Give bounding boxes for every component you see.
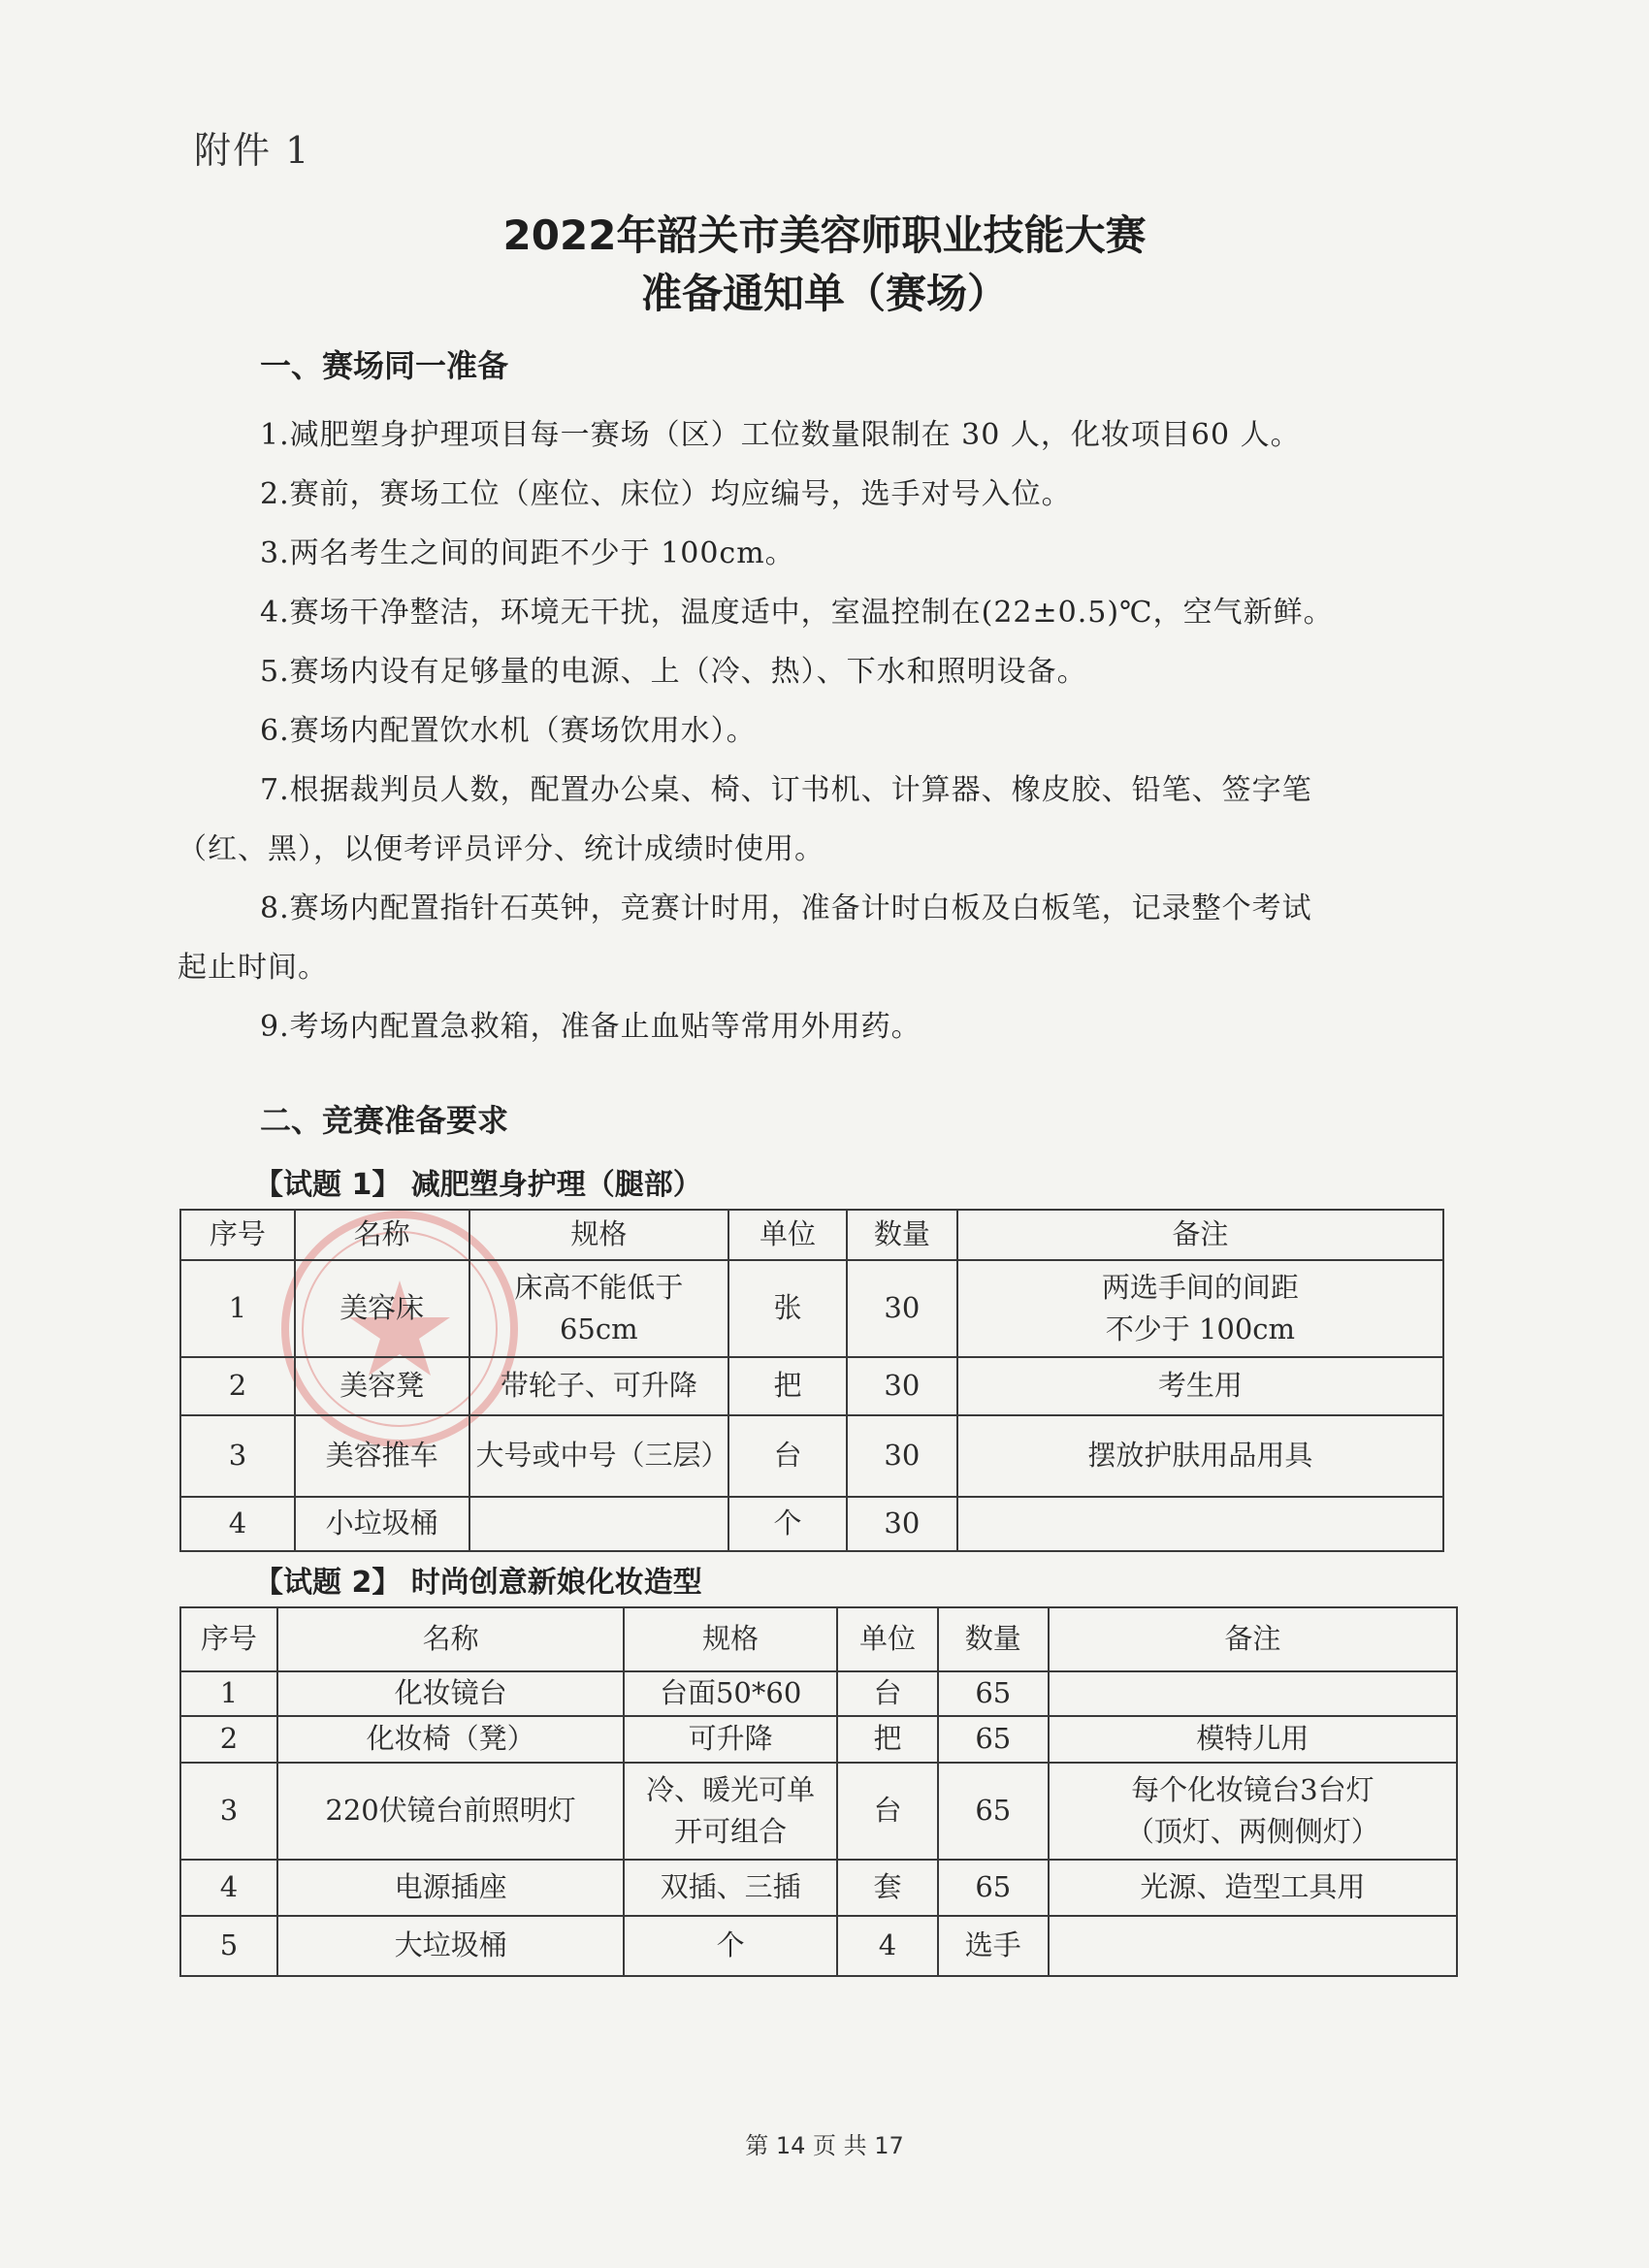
question1-title: 【试题 1】 减肥塑身护理（腿部） xyxy=(254,1168,702,1202)
column-header: 序号 xyxy=(180,1607,277,1671)
table-cell: 带轮子、可升降 xyxy=(469,1357,729,1415)
table-cell: 化妆椅（凳） xyxy=(277,1716,624,1763)
list-item: 7.根据裁判员人数，配置办公桌、椅、订书机、计算器、橡皮胶、铅笔、签字笔 xyxy=(260,773,1312,807)
table-cell: 光源、造型工具用 xyxy=(1049,1860,1457,1916)
table-cell: 台 xyxy=(728,1415,847,1497)
list-item: 2.赛前，赛场工位（座位、床位）均应编号，选手对号入位。 xyxy=(260,477,1072,511)
table-cell: 台面50*60 xyxy=(624,1671,837,1716)
list-item-continuation: （红、黑），以便考评员评分、统计成绩时使用。 xyxy=(178,832,824,866)
list-item-continuation: 起止时间。 xyxy=(178,951,328,985)
table-cell: 把 xyxy=(837,1716,938,1763)
column-header: 数量 xyxy=(938,1607,1049,1671)
table-cell xyxy=(1049,1671,1457,1716)
column-header: 单位 xyxy=(728,1210,847,1260)
table-cell: 2 xyxy=(180,1716,277,1763)
column-header: 备注 xyxy=(957,1210,1443,1260)
table-cell: 选手 xyxy=(938,1916,1049,1976)
table-cell: 美容床 xyxy=(295,1260,469,1357)
table-cell: 台 xyxy=(837,1671,938,1716)
column-header: 数量 xyxy=(847,1210,957,1260)
question2-title: 【试题 2】 时尚创意新娘化妆造型 xyxy=(254,1566,702,1600)
column-header: 备注 xyxy=(1049,1607,1457,1671)
column-header: 规格 xyxy=(624,1607,837,1671)
table-cell: 4 xyxy=(180,1497,295,1551)
table-cell: 1 xyxy=(180,1671,277,1716)
list-item: 1.减肥塑身护理项目每一赛场（区）工位数量限制在 30 人，化妆项目60 人。 xyxy=(260,418,1301,452)
table-cell: 个 xyxy=(728,1497,847,1551)
table-cell: 套 xyxy=(837,1860,938,1916)
table-cell: 1 xyxy=(180,1260,295,1357)
table-cell: 可升降 xyxy=(624,1716,837,1763)
table-cell: 30 xyxy=(847,1497,957,1551)
table-cell: 220伏镜台前照明灯 xyxy=(277,1763,624,1860)
table-cell: 考生用 xyxy=(957,1357,1443,1415)
table-cell: 小垃圾桶 xyxy=(295,1497,469,1551)
question1-table xyxy=(179,1209,1444,1552)
table-row xyxy=(180,1357,1443,1415)
table-cell: 每个化妆镜台3台灯 （顶灯、两侧侧灯） xyxy=(1049,1763,1457,1860)
table-cell xyxy=(1049,1916,1457,1976)
list-item: 6.赛场内配置饮水机（赛场饮用水）。 xyxy=(260,714,757,748)
table-row xyxy=(180,1763,1457,1860)
section1-heading: 一、赛场同一准备 xyxy=(260,347,509,384)
list-item: 9.考场内配置急救箱，准备止血贴等常用外用药。 xyxy=(260,1010,922,1044)
table-cell: 张 xyxy=(728,1260,847,1357)
table-cell: 65 xyxy=(938,1671,1049,1716)
table-cell: 把 xyxy=(728,1357,847,1415)
table-cell: 台 xyxy=(837,1763,938,1860)
table-cell: 化妆镜台 xyxy=(277,1671,624,1716)
section1-items xyxy=(178,405,1403,1056)
table-cell: 美容凳 xyxy=(295,1357,469,1415)
table-cell: 两选手间的间距 不少于 100cm xyxy=(957,1260,1443,1357)
table-cell: 双插、三插 xyxy=(624,1860,837,1916)
page-number: 第 14 页 共 17 xyxy=(745,2132,904,2159)
table-cell: 2 xyxy=(180,1357,295,1415)
question2-table xyxy=(179,1606,1458,1977)
table-cell: 4 xyxy=(837,1916,938,1976)
table-row xyxy=(180,1716,1457,1763)
table-cell: 大垃圾桶 xyxy=(277,1916,624,1976)
table-cell: 摆放护肤用品用具 xyxy=(957,1415,1443,1497)
table-cell: 冷、暖光可单 开可组合 xyxy=(624,1763,837,1860)
table-row xyxy=(180,1415,1443,1497)
table-cell: 65 xyxy=(938,1860,1049,1916)
column-header: 名称 xyxy=(295,1210,469,1260)
table-cell: 电源插座 xyxy=(277,1860,624,1916)
table-cell: 30 xyxy=(847,1260,957,1357)
column-header: 规格 xyxy=(469,1210,729,1260)
table-row xyxy=(180,1260,1443,1357)
table-cell: 美容推车 xyxy=(295,1415,469,1497)
table-cell: 65 xyxy=(938,1716,1049,1763)
column-header: 名称 xyxy=(277,1607,624,1671)
table-cell: 5 xyxy=(180,1916,277,1976)
table-cell: 模特儿用 xyxy=(1049,1716,1457,1763)
list-item: 3.两名考生之间的间距不少于 100cm。 xyxy=(260,536,795,570)
table-cell: 个 xyxy=(624,1916,837,1976)
table-cell xyxy=(469,1497,729,1551)
table-row xyxy=(180,1916,1457,1976)
document-title: 2022年韶关市美容师职业技能大赛 xyxy=(502,211,1147,259)
column-header: 序号 xyxy=(180,1210,295,1260)
list-item: 5.赛场内设有足够量的电源、上（冷、热）、下水和照明设备。 xyxy=(260,655,1087,689)
attachment-label: 附件 1 xyxy=(194,129,311,172)
table-header-row xyxy=(180,1607,1457,1671)
table-cell: 3 xyxy=(180,1763,277,1860)
list-item: 4.赛场干净整洁，环境无干扰，温度适中，室温控制在(22±0.5)℃，空气新鲜。 xyxy=(260,596,1334,630)
table-row xyxy=(180,1497,1443,1551)
table-cell: 3 xyxy=(180,1415,295,1497)
section2-heading: 二、竞赛准备要求 xyxy=(260,1102,509,1139)
list-item: 8.赛场内配置指针石英钟，竞赛计时用，准备计时白板及白板笔，记录整个考试 xyxy=(260,891,1312,925)
table-cell: 65 xyxy=(938,1763,1049,1860)
document-subtitle: 准备通知单（赛场） xyxy=(640,270,1008,317)
table-cell: 床高不能低于 65cm xyxy=(469,1260,729,1357)
column-header: 单位 xyxy=(837,1607,938,1671)
table-cell xyxy=(957,1497,1443,1551)
table-cell: 大号或中号（三层） xyxy=(469,1415,729,1497)
table-cell: 30 xyxy=(847,1415,957,1497)
table-cell: 4 xyxy=(180,1860,277,1916)
table-row xyxy=(180,1860,1457,1916)
table-row xyxy=(180,1671,1457,1716)
table-cell: 30 xyxy=(847,1357,957,1415)
table-header-row xyxy=(180,1210,1443,1260)
